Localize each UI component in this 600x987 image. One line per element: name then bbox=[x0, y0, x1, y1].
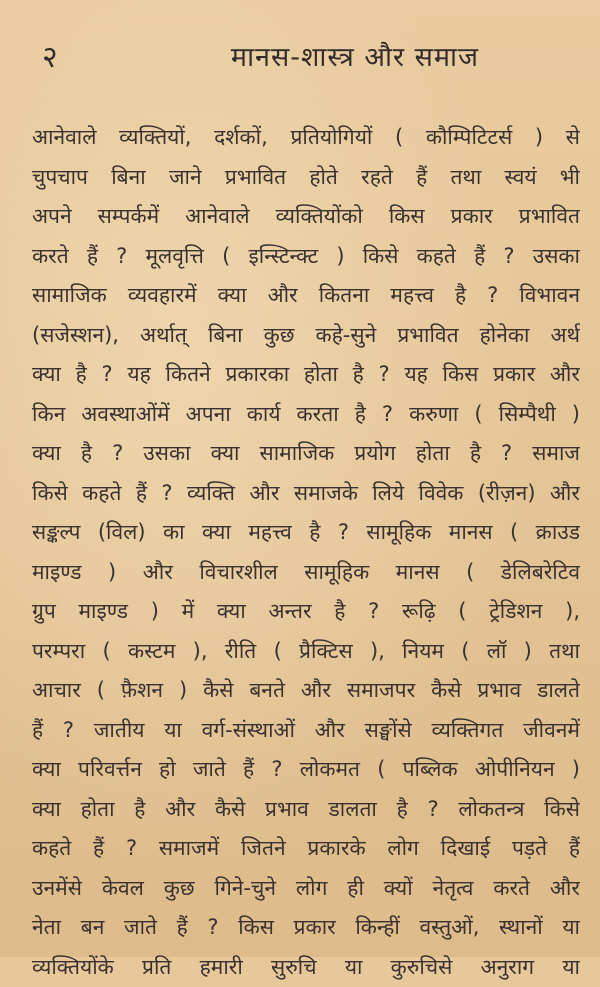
text-line: चुपचाप बिना जाने प्रभावित होते रहते हैं तथा स्वयं भी bbox=[32, 158, 580, 198]
text-line: क्या है ? यह कितने प्रकारका होता है ? यह किस प्रकार और bbox=[32, 355, 580, 395]
text-line: आचार ( फ़ैशन ) कैसे बनते और समाजपर कैसे प्रभाव डालते bbox=[32, 671, 580, 711]
text-line: आनेवाले व्यक्तियों, दर्शकों, प्रतियोगियों ( कौम्पिटिटर्स ) से bbox=[32, 118, 580, 158]
text-line: व्यक्तियोंके प्रति हमारी सुरुचि या कुरुचिसे अनुराग या bbox=[32, 948, 580, 987]
text-line: क्या परिवर्त्तन हो जाते हैं ? लोकमत ( पब्लिक ओपीनियन ) bbox=[32, 750, 580, 790]
text-line: कहते हैं ? समाजमें जितने प्रकारके लोग दिखाई पड़ते हैं bbox=[32, 829, 580, 869]
text-line: (सजेस्शन), अर्थात् बिना कुछ कहे-सुने प्रभावित होनेका अर्थ bbox=[32, 316, 580, 356]
text-line: किसे कहते हैं ? व्यक्ति और समाजके लिये विवेक (रीज़न) और bbox=[32, 474, 580, 514]
text-line: हैं ? जातीय या वर्ग-संस्थाओं और सङ्घोंसे व्यक्तिगत जीवनमें bbox=[32, 711, 580, 751]
text-line: नेता बन जाते हैं ? किस प्रकार किन्हीं वस्तुओं, स्थानों या bbox=[32, 908, 580, 948]
text-line: परम्परा ( कस्टम ), रीति ( प्रैक्टिस ), नियम ( लॉ ) तथा bbox=[32, 632, 580, 672]
text-line: सामाजिक व्यवहारमें क्या और कितना महत्त्व है ? विभावन bbox=[32, 276, 580, 316]
text-line: अपने सम्पर्कमें आनेवाले व्यक्तियोंको किस प्रकार प्रभावित bbox=[32, 197, 580, 237]
text-line: माइण्ड ) और विचारशील सामूहिक मानस ( डेलिबरेटिव bbox=[32, 553, 580, 593]
page-number: २ bbox=[42, 38, 58, 78]
text-line: क्या है ? उसका क्या सामाजिक प्रयोग होता है ? समाज bbox=[32, 434, 580, 474]
text-line: उनमेंसे केवल कुछ गिने-चुने लोग ही क्यों नेतृत्व करते और bbox=[32, 869, 580, 909]
text-line: करते हैं ? मूलवृत्ति ( इन्स्टिन्क्ट ) किसे कहते हैं ? उसका bbox=[32, 237, 580, 277]
text-line: सङ्कल्प (विल) का क्या महत्त्व है ? सामूहिक मानस ( क्राउड bbox=[32, 513, 580, 553]
page-header bbox=[32, 34, 578, 84]
text-line: ग्रुप माइण्ड ) में क्या अन्तर है ? रूढ़ि ( ट्रेडिशन ), bbox=[32, 592, 580, 632]
running-title: मानस-शास्त्र और समाज bbox=[172, 38, 538, 78]
body-text bbox=[32, 118, 578, 987]
text-line: किन अवस्थाओंमें अपना कार्य करता है ? करुणा ( सिम्पैथी ) bbox=[32, 395, 580, 435]
text-line: क्या होता है और कैसे प्रभाव डालता है ? लोकतन्त्र किसे bbox=[32, 790, 580, 830]
